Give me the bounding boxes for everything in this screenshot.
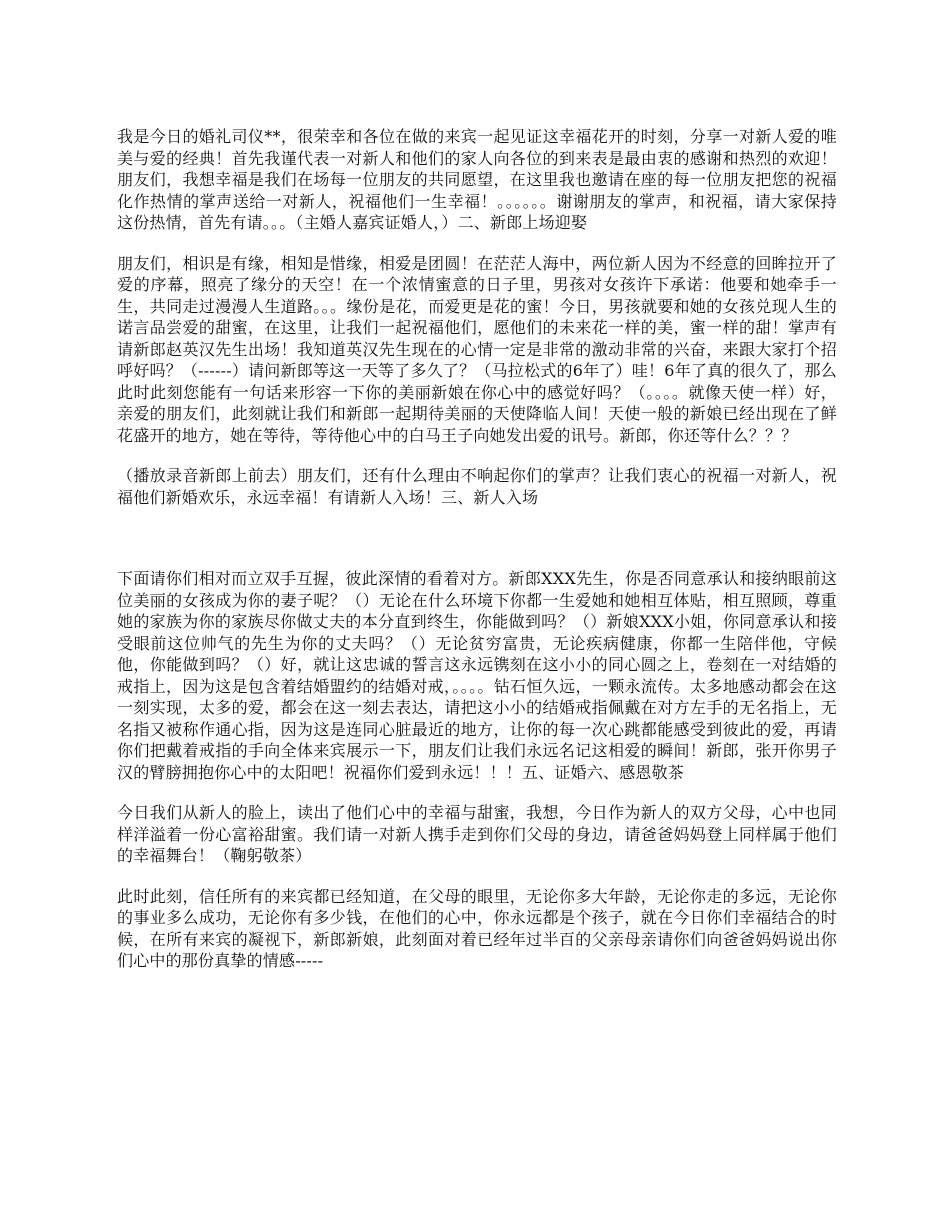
paragraph-couple-entrance: （播放录音新郎上前去）朋友们，还有什么理由不响起你们的掌声？让我们衷心的祝福一对新人，祝福他们新婚欢乐，永远幸福！有请新人入场！三、新人入场 [117, 466, 837, 507]
paragraph-vows-rings: 下面请你们相对而立双手互握，彼此深情的看着对方。新郎XXX先生，你是否同意承认和接纳眼前这位美丽的女孩成为你的妻子呢？（）无论在什么环境下你都一生爱她和她相互体贴，相互照顾，尊重她的家族为你的家族尽你做丈夫的本分直到终生，你能做到吗？（）新娘XXX小姐，你同意承认和接受眼前这位帅气的先生为你的丈夫吗？（）无论贫穷富贵，无论疾病健康，你都一生陪伴他，守候他，你能做到吗？（）好，就让这忠诚的誓言这永远镌刻在这小小的同心圆之上，卷刻在一对结婚的戒指上，因为这是包含着结婚盟约的结婚对戒，。。。。钻石恒久远，一颗永流传。太多地感动都会在这一刻实现，太多的爱，都会在这一刻去表达，请把这小小的结婚戒指佩戴在对方左手的无名指上，无名指又被称作通心指，因为这是连同心脏最近的地方，让你的每一次心跳都能感受到彼此的爱，再请你们把戴着戒指的手向全体来宾展示一下，朋友们让我们永远名记这相爱的瞬间！新郎，张开你男子汉的臂膀拥抱你心中的太阳吧！祝福你们爱到永远！！！五、证婚六、感恩敬茶 [117, 569, 837, 782]
document-page [117, 126, 837, 972]
paragraph-gratitude: 此时此刻，信任所有的来宾都已经知道，在父母的眼里，无论你多大年龄，无论你走的多远，无论你的事业多么成功，无论你有多少钱，在他们的心中，你永远都是个孩子，就在今日你们幸福结合的时候，在所有来宾的凝视下，新郎新娘，此刻面对着已经年过半百的父亲母亲请你们向爸爸妈妈说出你们心中的那份真挚的情感----- [117, 886, 837, 970]
paragraph-groom-entrance: 朋友们，相识是有缘，相知是惜缘，相爱是团圆！在茫茫人海中，两位新人因为不经意的回眸拉开了爱的序幕，照亮了缘分的天空！在一个浓情蜜意的日子里，男孩对女孩许下承诺：他要和她牵手一生，共同走过漫漫人生道路。。。缘份是花，而爱更是花的蜜！今日，男孩就要和她的女孩兑现人生的诺言品尝爱的甜蜜，在这里，让我们一起祝福他们，愿他们的未来花一样的美，蜜一样的甜！掌声有请新郎赵英汉先生出场！我知道英汉先生现在的心情一定是非常的激动非常的兴奋，来跟大家打个招呼好吗？（------）请问新郎等这一天等了多久了？（马拉松式的6年了）哇！6年了真的很久了，那么此时此刻您能有一句话来形容一下你的美丽新娘在你心中的感觉好吗？（。。。。就像天使一样）好，亲爱的朋友们，此刻就让我们和新郎一起期待美丽的天使降临人间！天使一般的新娘已经出现在了鲜花盛开的地方，她在等待，等待他心中的白马王子向她发出爱的讯号。新郎，你还等什么？？？ [117, 253, 837, 445]
paragraph-parents-stage: 今日我们从新人的脸上，读出了他们心中的幸福与甜蜜，我想，今日作为新人的双方父母，心中也同样洋溢着一份心富裕甜蜜。我们请一对新人携手走到你们父母的身边，请爸爸妈妈登上同样属于他们的幸福舞台！（鞠躬敬茶） [117, 803, 837, 865]
paragraph-opening-speech: 我是今日的婚礼司仪**，很荣幸和各位在做的来宾一起见证这幸福花开的时刻，分享一对新人爱的唯美与爱的经典！首先我谨代表一对新人和他们的家人向各位的到来表是最由衷的感谢和热烈的欢迎！朋友们，我想幸福是我们在场每一位朋友的共同愿望，在这里我也邀请在座的每一位朋友把您的祝福化作热情的掌声送给一对新人，祝福他们一生幸福！。。。。。。谢谢朋友的掌声，和祝福，请大家保持这份热情，首先有请。。。（主婚人嘉宾证婚人，）二、新郎上场迎娶 [117, 127, 837, 232]
